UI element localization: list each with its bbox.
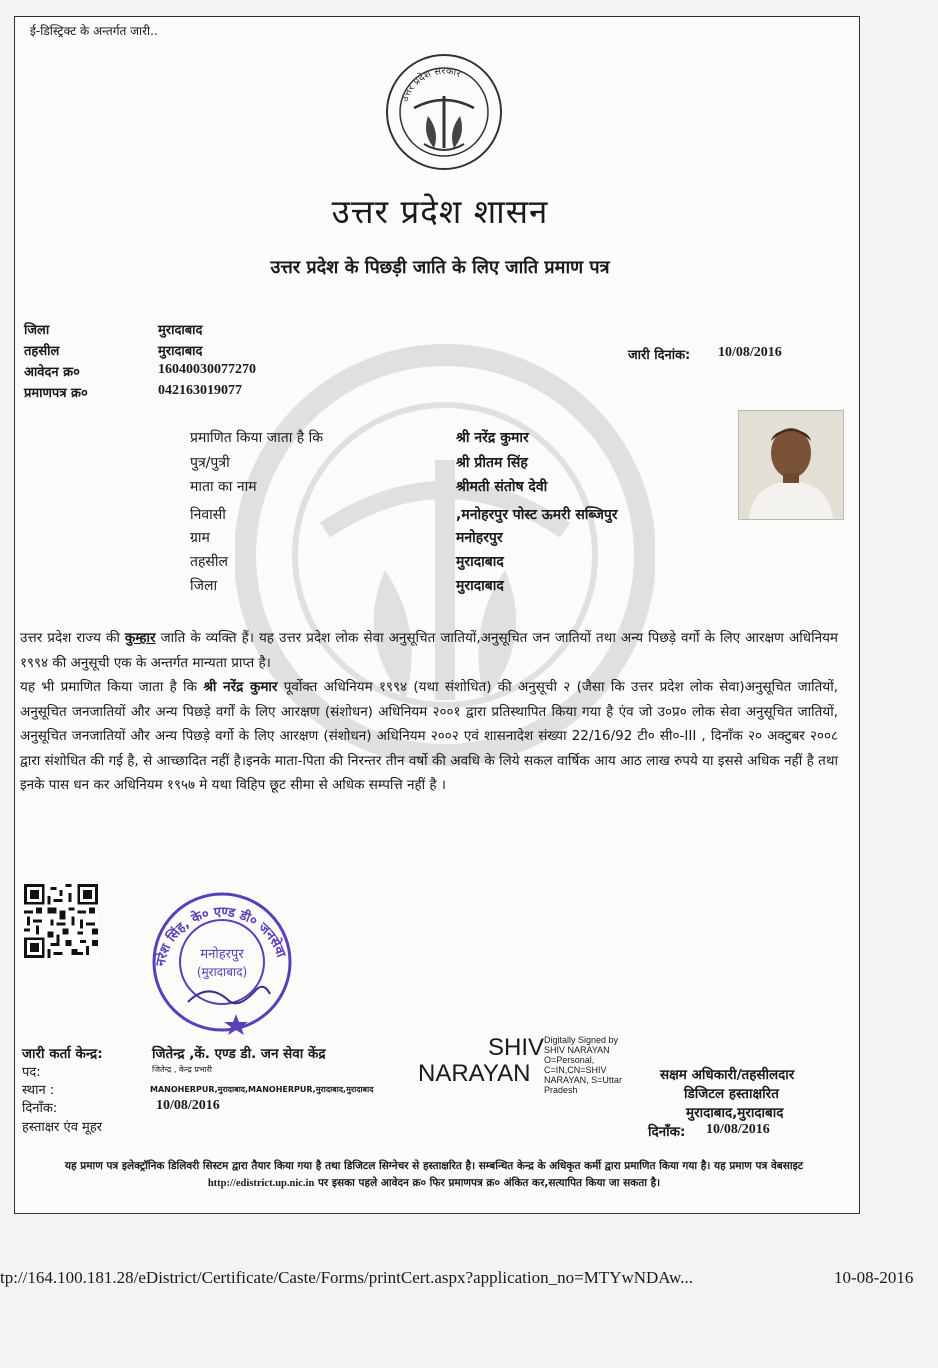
field-value-name: श्री नरेंद्र कुमार: [456, 430, 529, 446]
application-value: 16040030077270: [158, 362, 256, 377]
issuing-center-value: जितेन्द्र ,कें. एण्ड डी. जन सेवा केंद्र: [152, 1046, 326, 1062]
field-label-district: जिला: [190, 578, 218, 594]
p2-pre: यह भी प्रमाणित किया जाता है कि: [20, 679, 204, 695]
field-value-district: मुरादाबाद: [456, 578, 504, 594]
qr-code-icon: [24, 884, 98, 958]
issue-date-value: 10/08/2016: [718, 345, 782, 360]
authority-location: मुरादाबाद,मुरादाबाद: [686, 1105, 784, 1121]
center-seal-stamp: [138, 882, 308, 1042]
stamp-center-line1: मनोहरपुर: [200, 947, 244, 962]
field-label-village: ग्राम: [190, 530, 210, 546]
stamp-center-line2: (मुरादाबाद): [196, 965, 248, 979]
applicant-photo: [738, 410, 844, 520]
print-date: 10-08-2016: [834, 1268, 914, 1287]
p1-pre: उत्तर प्रदेश राज्य की: [20, 630, 125, 646]
field-label-mother: माता का नाम: [190, 479, 257, 495]
p2-post: पूर्वोक्त अधिनियम १९९४ (यथा संशोधित) की अनुसूची २ (जैसा कि उत्तर प्रदेश लोक सेवा)अनुसूचित जातियों, अनुसूचित जनजातियों और अन्य पिछड़े वर्गों के लिए आरक्षण (संशोधन) अधिनियम २००१ द्वारा प्रतिस्थापित किया गया है एंव जो उ०प्र० लोक सेवा अनुसूचित जातियों, अनुसूचित जनजातियों और अन्य पिछड़े वर्गो के लिए आरक्षण (संशोधन) अधिनियम २००२ एवं शासनादेश संख्या 22/16/92 टी० सी०-III , दिनाँक २० अक्टुबर २००८ द्वारा संशोधित की गई है, से आच्छादित नहीं है।इनके माता-पिता की निरन्तर तीन वर्षो की अवधि के लिये सकल वार्षिक आय आठ लाख रुपये या इससे अधिक नहीं है तथा इनके पास धन कर अधिनियम १९५७ मे यथा विहिप छूट सीमा से अधिक सम्पत्ति नहीं है ।: [20, 679, 838, 793]
authority-date-label: दिनाँक:: [648, 1124, 686, 1140]
top-note: ई-डिस्ट्रिक्ट के अन्तर्गत जारी..: [30, 24, 158, 38]
emblem-text: उत्तर प्रदेश सरकार: [399, 65, 463, 104]
field-value-tehsil: मुरादाबाद: [456, 554, 504, 570]
field-value-mother: श्रीमती संतोष देवी: [456, 479, 548, 495]
application-label: आवेदन क्र०: [24, 365, 80, 380]
p1-post: जाति के व्यक्ति हैं। यह उत्तर प्रदेश लोक सेवा अनुसूचित जातियों,अनुसूचित जन जातियों तथा अन्य पिछड़े वर्गो के लिए आरक्षण अधिनियम १९९४ की अनुसूची एक के अन्तर्गत मान्यता प्राप्त है।: [20, 630, 838, 671]
tehsil-label: तहसील: [24, 344, 60, 359]
verification-note: [30, 1158, 838, 1192]
digital-signature-details: Digitally Signed by SHIV NARAYAN O=Personal, C=IN,CN=SHIV NARAYAN, S=Uttar Pradesh: [544, 1035, 622, 1095]
field-value-village: मनोहरपुर: [456, 530, 503, 546]
footer-website: http://edistrict.up.nic.in: [207, 1178, 315, 1189]
certificate-body: [20, 626, 838, 798]
district-value: मुरादाबाद: [158, 323, 203, 338]
authority-title: सक्षम अधिकारी/तहसीलदार: [660, 1067, 795, 1083]
tehsil-value: मुरादाबाद: [158, 344, 203, 359]
footer-part1: यह प्रमाण पत्र इलेक्ट्रॉनिक डिलिवरी सिस्टम द्वारा तैयार किया गया है तथा डिजिटल सिग्नेचर से हस्ताक्षरित है। सम्बन्धित केन्द्र के अधिकृत कर्मी द्वारा प्रमाणित किया गया है। यह प्रमाण पत्र वेबसाइट: [64, 1160, 804, 1172]
signer-name-line2: NARAYAN: [418, 1060, 531, 1087]
print-url: tp://164.100.181.28/eDistrict/Certificate/Caste/Forms/printCert.aspx?application_no=MTYwNDAw...: [0, 1268, 693, 1287]
issuer-date-value: 10/08/2016: [156, 1098, 220, 1113]
field-label-certified: प्रमाणित किया जाता है कि: [190, 430, 324, 446]
certificate-label: प्रमाणपत्र क्र०: [24, 386, 88, 401]
certificate-value: 042163019077: [158, 383, 242, 398]
place-value: MANOHERPUR,मुरादाबाद,MANOHERPUR,मुरादाबाद,मुरादाबाद: [150, 1085, 374, 1094]
authority-date-value: 10/08/2016: [706, 1122, 770, 1137]
issuing-center-label: जारी कर्ता केन्द्र:: [22, 1046, 103, 1062]
issue-date-label: जारी दिनांक:: [628, 348, 691, 363]
field-value-resident: ,मनोहरपुर पोस्ट ऊमरी सब्जिपुर: [456, 507, 618, 523]
document-title: उत्तर प्रदेश शासन: [331, 192, 549, 231]
post-label: पद:: [22, 1065, 41, 1080]
authority-digital-signed: डिजिटल हस्ताक्षरित: [684, 1086, 779, 1102]
post-value: जितेन्द्र , केन्द्र प्रभारी: [152, 1065, 212, 1074]
footer-part2: पर इसका पहले आवेदन क्र० फिर प्रमाणपत्र क्र० अंकित कर,सत्यापित किया जा सकता है।: [314, 1177, 661, 1189]
p2-name: श्री नरेंद्र कुमार: [203, 679, 278, 695]
document-subtitle: उत्तर प्रदेश के पिछड़ी जाति के लिए जाति प्रमाण पत्र: [270, 257, 610, 278]
field-label-tehsil: तहसील: [190, 554, 228, 570]
paragraph-caste: [20, 626, 838, 675]
issuer-date-label: दिनाँक:: [22, 1101, 58, 1116]
place-label: स्थान :: [22, 1083, 55, 1098]
field-label-resident: निवासी: [190, 507, 226, 523]
stamp-ring-text: नरेश सिंह, के० एण्ड डी० जनसेवा: [153, 904, 289, 968]
up-emblem-icon: [384, 52, 504, 172]
field-value-father: श्री प्रीतम सिंह: [456, 455, 528, 471]
caste-name: कुम्हार: [124, 630, 156, 646]
svg-text:उत्तर प्रदेश सरकार: [400, 66, 464, 104]
signer-name-line1: SHIV: [488, 1034, 545, 1061]
paragraph-certification: [20, 675, 838, 798]
field-label-son-daughter: पुत्र/पुत्री: [190, 455, 230, 471]
district-label: जिला: [24, 323, 50, 338]
sign-seal-label: हस्ताक्षर एंव मूहर: [22, 1120, 103, 1135]
